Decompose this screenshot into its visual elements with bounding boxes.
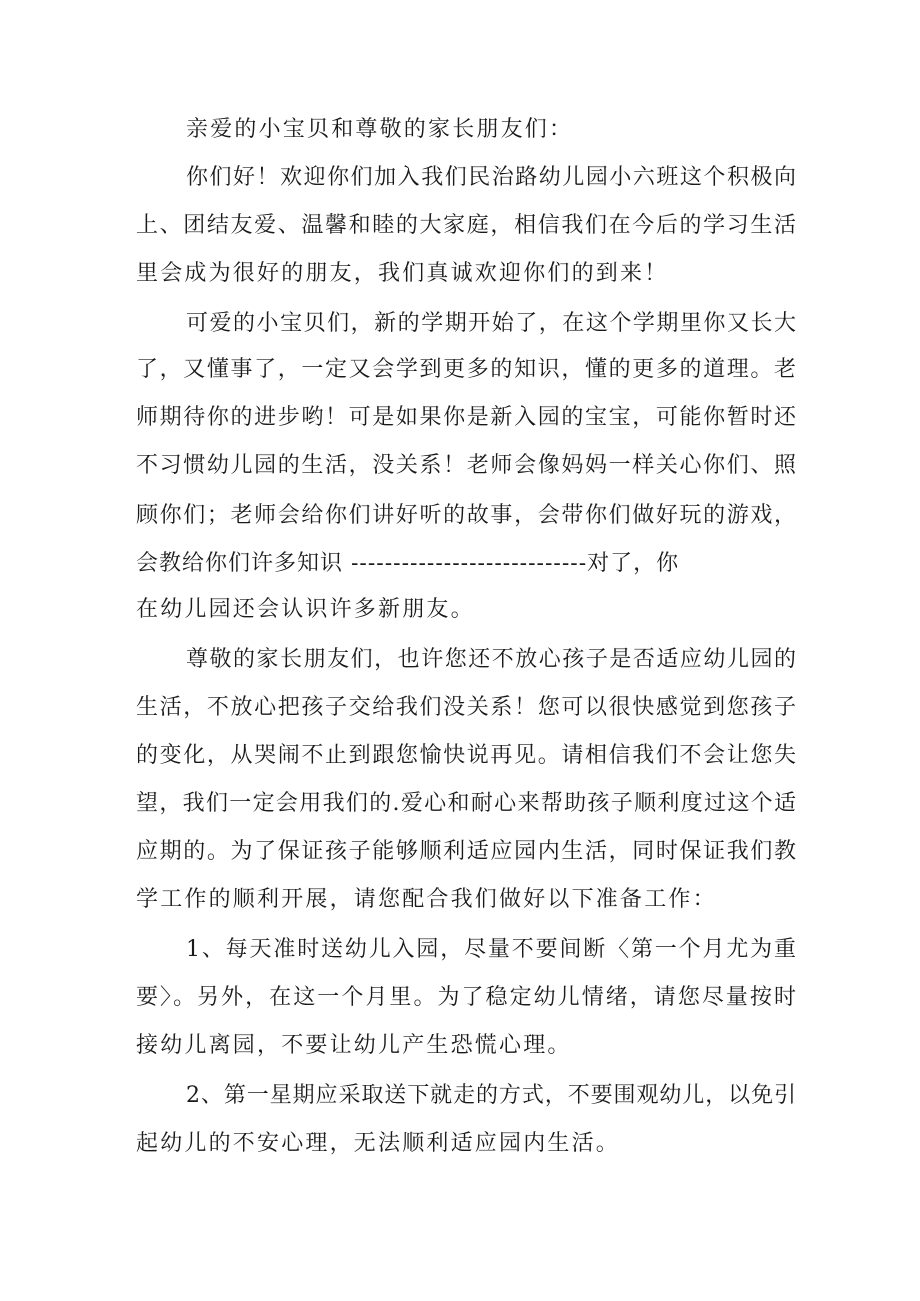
paragraph-2-line-3: 师期待你的进步哟！可是如果你是新入园的宝宝，可能你暂时还 [136,405,796,430]
paragraph-2-line-7: 在幼儿园还会认识许多新朋友。 [136,597,475,622]
paragraph-3-line-1: 尊敬的家长朋友们，也许您还不放心孩子是否适应幼儿园的 [186,647,796,672]
paragraph-2-line-2: 了，又懂事了，一定又会学到更多的知识，懂的更多的道理。老 [136,357,796,382]
paragraph-3-line-4: 望，我们一定会用我们的.爱心和耐心来帮助孩子顺利度过这个适 [136,791,796,816]
greeting-line: 亲爱的小宝贝和尊敬的家长朋友们： [186,117,574,142]
paragraph-4-line-3: 接幼儿离园，不要让幼儿产生恐慌心理。 [136,1033,572,1058]
paragraph-1-line-3: 里会成为很好的朋友，我们真诚欢迎你们的到来！ [136,261,669,286]
paragraph-3-line-3: 的变化，从哭闹不止到跟您愉快说再见。请相信我们不会让您失 [136,743,796,768]
paragraph-5-line-2: 起幼儿的不安心理，无法顺利适应园内生活。 [136,1131,621,1156]
paragraph-3-line-6: 学工作的顺利开展，请您配合我们做好以下准备工作： [136,887,717,912]
paragraph-3-line-5: 应期的。为了保证孩子能够顺利适应园内生活，同时保证我们教 [136,839,796,864]
paragraph-2-line-1: 可爱的小宝贝们，新的学期开始了，在这个学期里你又长大 [186,311,796,336]
paragraph-3-line-2: 生活，不放心把孩子交给我们没关系！您可以很快感觉到您孩子 [136,695,796,720]
paragraph-4-line-2: 要〉。另外，在这一个月里。为了稳定幼儿情绪，请您尽量按时 [136,985,796,1010]
paragraph-2-line-6: 会教给你们许多知识 ----------------------------对了，你 [136,551,680,576]
paragraph-1-line-1: 你们好！欢迎你们加入我们民治路幼儿园小六班这个积极向 [186,165,796,190]
paragraph-2-line-5: 顾你们；老师会给你们讲好听的故事，会带你们做好玩的游戏， [136,503,796,528]
paragraph-4-line-1: 1、每天准时送幼儿入园，尽量不要间断〈第一个月尤为重 [186,937,796,962]
paragraph-2-line-4: 不习惯幼儿园的生活，没关系！老师会像妈妈一样关心你们、照 [136,453,796,478]
paragraph-5-line-1: 2、第一星期应采取送下就走的方式，不要围观幼儿，以免引 [186,1083,796,1108]
paragraph-1-line-2: 上、团结友爱、温馨和睦的大家庭，相信我们在今后的学习生活 [136,213,796,238]
